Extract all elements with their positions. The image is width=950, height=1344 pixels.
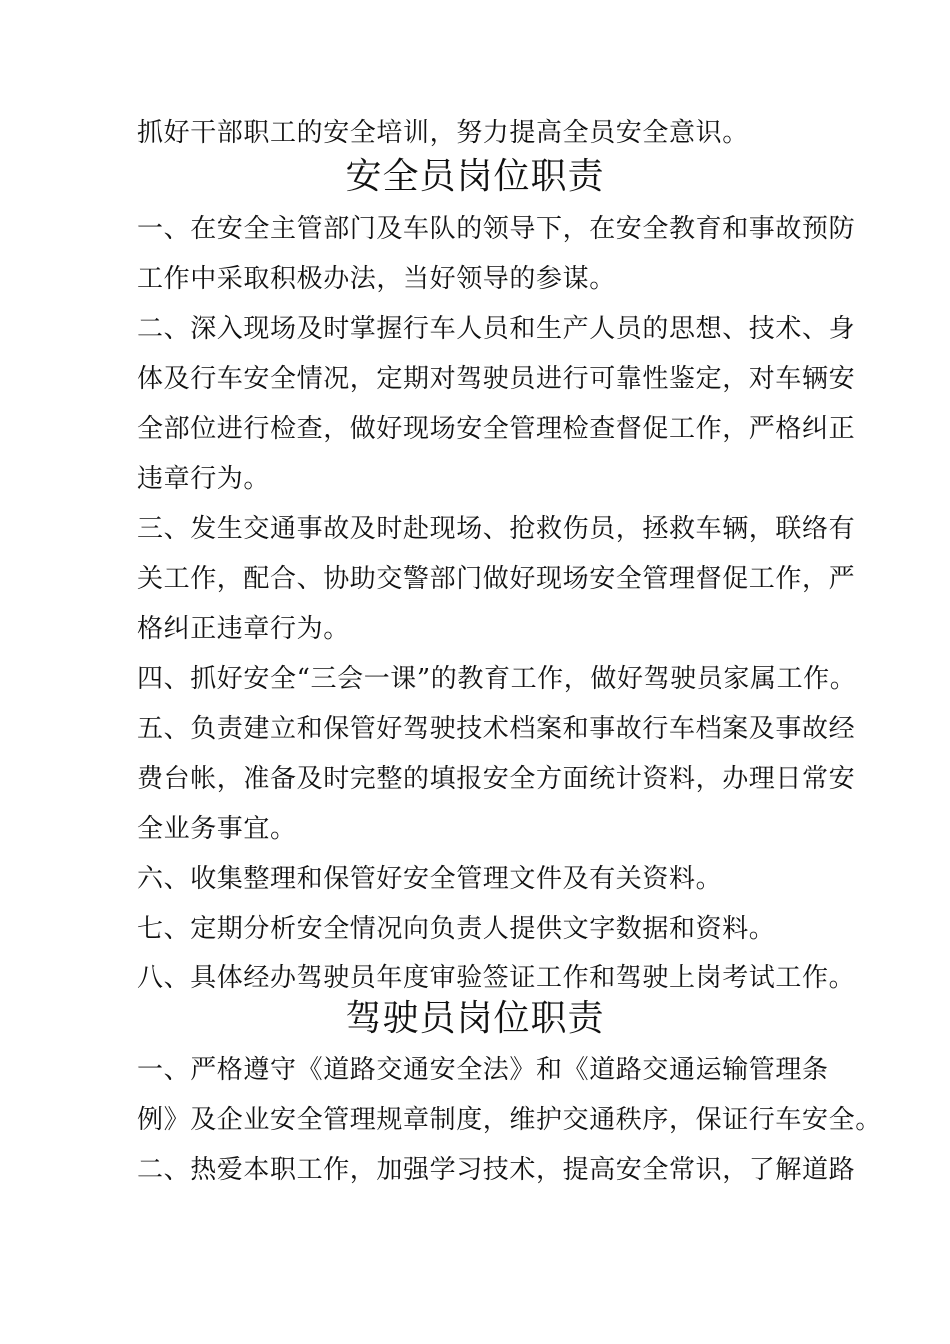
- safety-officer-line-4: 体及行车安全情况，定期对驾驶员进行可靠性鉴定，对车辆安: [137, 364, 856, 394]
- safety-officer-line-13: 全业务事宜。: [137, 814, 297, 844]
- safety-officer-line-1: 一、在安全主管部门及车队的领导下，在安全教育和事故预防: [137, 214, 856, 244]
- driver-line-3: 二、热爱本职工作，加强学习技术，提高安全常识，了解道路: [137, 1155, 856, 1185]
- safety-officer-line-11: 五、负责建立和保管好驾驶技术档案和事故行车档案及事故经: [137, 714, 856, 744]
- section-title-safety-officer: 安全员岗位职责: [345, 156, 605, 197]
- safety-officer-line-3: 二、深入现场及时掌握行车人员和生产人员的思想、技术、身: [137, 314, 856, 344]
- safety-officer-line-8: 关工作，配合、协助交警部门做好现场安全管理督促工作，严: [137, 564, 856, 594]
- safety-officer-line-9: 格纠正违章行为。: [137, 614, 350, 644]
- safety-officer-line-2: 工作中采取积极办法，当好领导的参谋。: [137, 264, 616, 294]
- driver-line-2: 例》及企业安全管理规章制度，维护交通秩序，保证行车安全。: [137, 1105, 882, 1135]
- safety-officer-line-6: 违章行为。: [137, 464, 271, 494]
- driver-line-1: 一、严格遵守《道路交通安全法》和《道路交通运输管理条: [137, 1055, 829, 1085]
- safety-officer-line-15: 七、定期分析安全情况向负责人提供文字数据和资料。: [137, 914, 776, 944]
- safety-officer-line-7: 三、发生交通事故及时赴现场、抢救伤员，拯救车辆，联络有: [137, 514, 856, 544]
- safety-officer-line-14: 六、收集整理和保管好安全管理文件及有关资料。: [137, 864, 723, 894]
- safety-officer-line-16: 八、具体经办驾驶员年度审验签证工作和驾驶上岗考试工作。: [137, 963, 856, 993]
- safety-officer-line-12: 费台帐，准备及时完整的填报安全方面统计资料，办理日常安: [137, 764, 856, 794]
- safety-officer-line-10: 四、抓好安全“三会一课”的教育工作，做好驾驶员家属工作。: [137, 664, 857, 694]
- intro-paragraph-line: 抓好干部职工的安全培训，努力提高全员安全意识。: [137, 118, 749, 148]
- safety-officer-line-5: 全部位进行检查，做好现场安全管理检查督促工作，严格纠正: [137, 414, 856, 444]
- section-title-driver: 驾驶员岗位职责: [345, 998, 605, 1039]
